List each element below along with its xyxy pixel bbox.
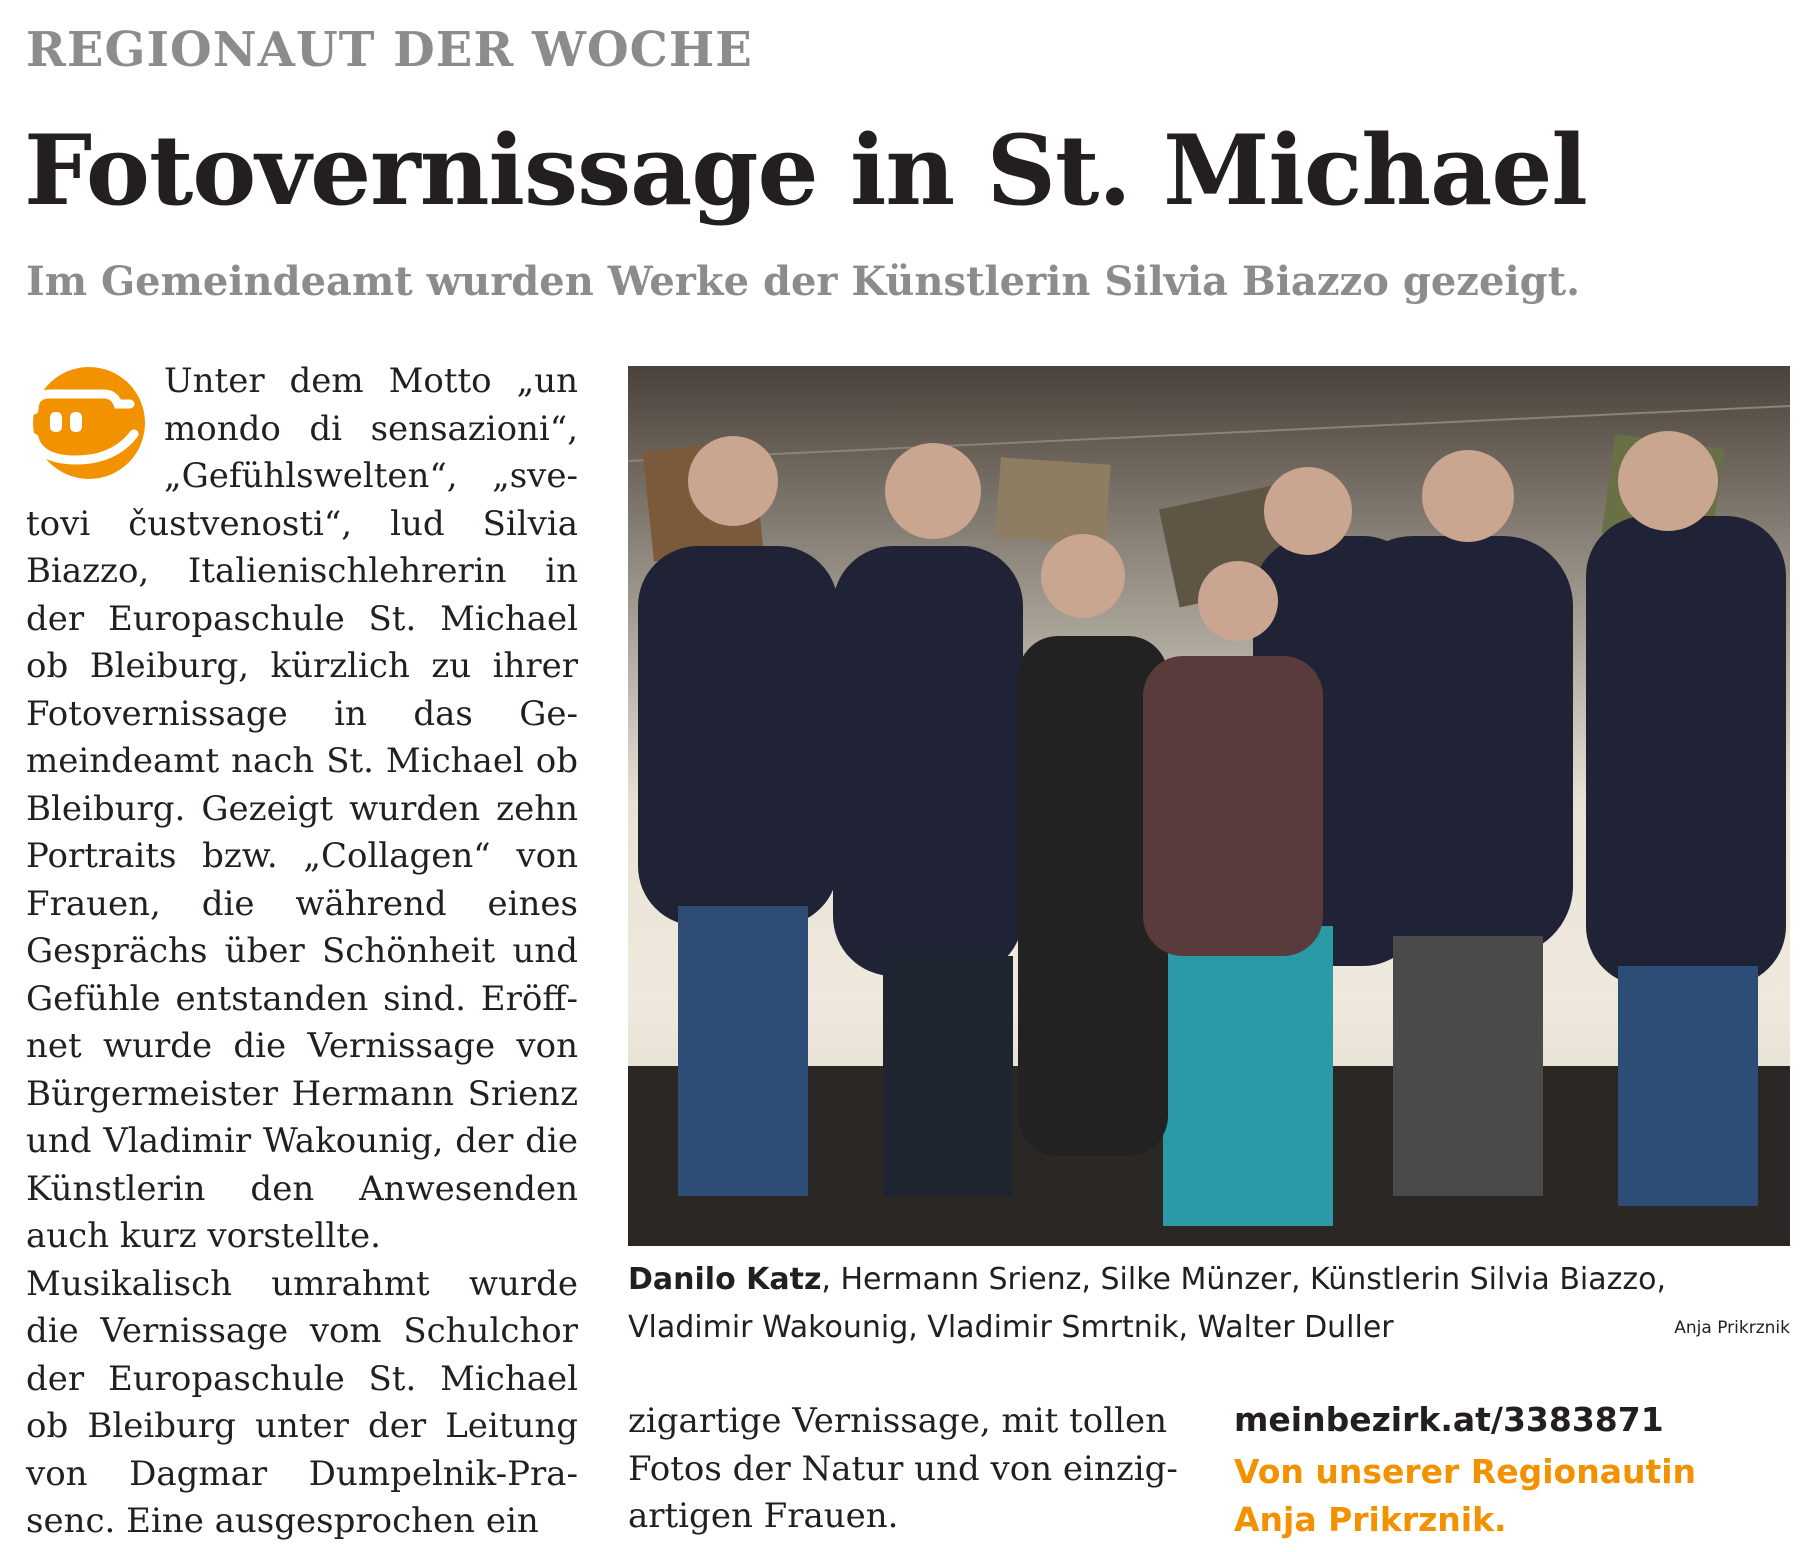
photo-credit: Anja Prikrznik xyxy=(1674,1318,1790,1338)
article-headline: Fotovernissage in St. Michael xyxy=(24,114,1587,227)
author-byline: Von unserer Regionautin Anja Prikrznik. xyxy=(1234,1452,1697,1539)
article-column-2 xyxy=(628,1398,1188,1541)
meinbezirk-link[interactable]: meinbezirk.at/3383871 xyxy=(1234,1400,1664,1439)
body-paragraph-1: Unter dem Motto „un mondo di sensazioni“, „Gefühlswelten“, „svetovi čustvenosti“, lud Silvia Biazzo, Italienischlehrerin in der Europaschule St. Michael ob Bleiburg, kürzlich zu ihrer Fotovernissage in das Gemeindeamt nach St. Michael ob Bleiburg. Gezeigt wurden zehn Portraits bzw. „Collagen“ von Frauen, die während eines Gesprächs über Schönheit und Gefühle entstanden sind. Eröffnet wurde die Vernissage von Bürgermeister Hermann Srienz und Vladimir Wakounig, der die Künstlerin den Anwesenden auch kurz vorstellte. xyxy=(26,361,578,1256)
body-paragraph-3: zigartige Vernissage, mit tollen Fotos der Natur und von einzigartigen Frauen. xyxy=(628,1401,1178,1536)
section-kicker: REGIONAUT DER WOCHE xyxy=(26,22,753,78)
group-photo xyxy=(628,366,1790,1246)
regionaut-smiley-icon xyxy=(26,364,152,482)
body-paragraph-2: Musikalisch umrahmt wurde die Vernissage vom Schulchor der Europaschule St. Michael ob Bleiburg unter der Leitung von Dagmar Dumpelnik-Prasenc. Eine ausgesprochen ein xyxy=(26,1263,578,1541)
caption-rest: , Hermann Srienz, Silke Münzer, Künstlerin Silvia Biazzo, Vladimir Wakounig, Vladimir Smrtnik, Walter Duller xyxy=(628,1262,1667,1345)
article-column-1 xyxy=(26,358,578,1546)
photo-caption xyxy=(628,1256,1790,1352)
caption-lead-name: Danilo Katz xyxy=(628,1262,822,1297)
article-subhead: Im Gemeindeamt wurden Werke der Künstlerin Silvia Biazzo gezeigt. xyxy=(26,258,1581,305)
